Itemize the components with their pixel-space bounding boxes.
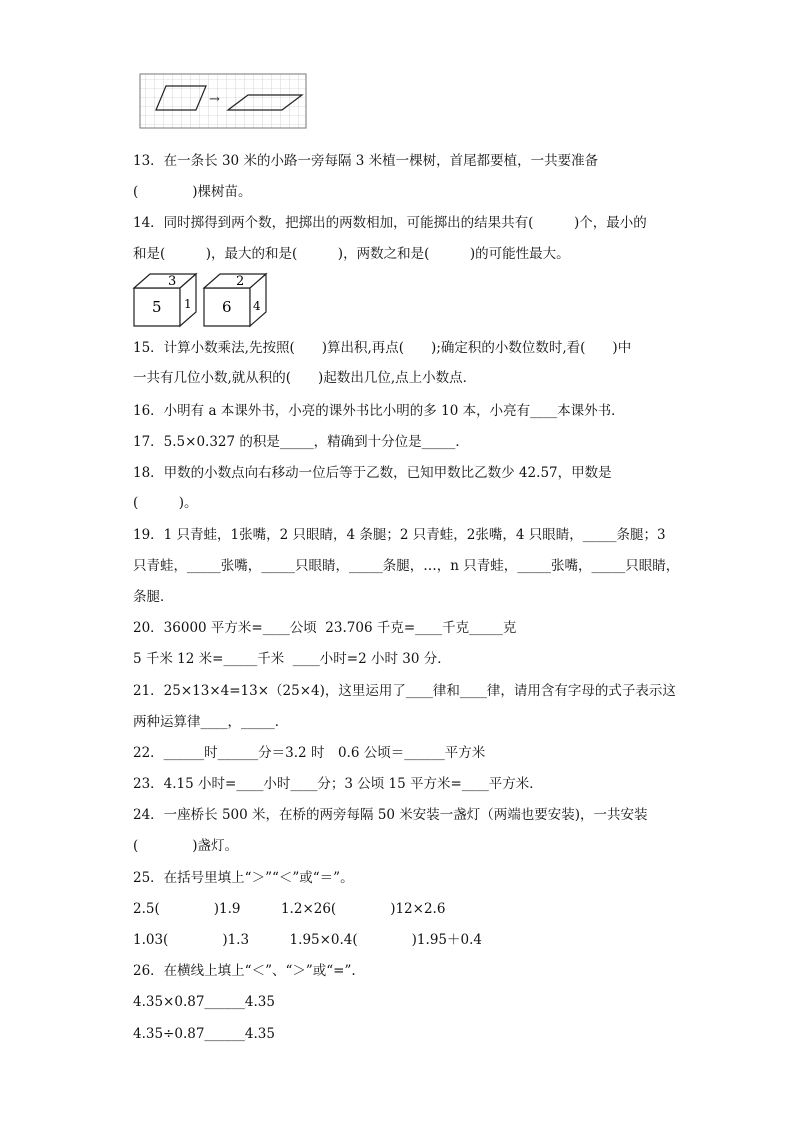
- q25-line-2: 2.5( )1.9 1.2×26( )12×2.6: [133, 901, 446, 917]
- q18-line-2: ( )。: [133, 495, 198, 511]
- q14-line-2: 和是( )，最大的和是( )，两数之和是( )的可能性最大。: [133, 246, 570, 262]
- q23-line: 23．4.15 小时=____小时____分；3 公顷 15 平方米=____平方米．: [133, 776, 543, 792]
- q16-line: 16．小明有 a 本课外书，小亮的课外书比小明的多 10 本，小亮有____本课外书．: [133, 403, 625, 419]
- q13-line-1: 13．在一条长 30 米的小路一旁每隔 3 米植一棵树，首尾都要植，一共要准备: [133, 153, 599, 169]
- q20-line-1: 20．36000 平方米=____公顷 23.706 千克=____千克_____克: [133, 620, 517, 636]
- q26-line-1: 26．在横线上填上“＜”、“＞”或“=”.: [133, 963, 356, 979]
- q25-line-3: 1.03( )1.3 1.95×0.4( )1.95＋0.4: [133, 932, 482, 948]
- q14-line-1: 14．同时掷得到两个数，把掷出的两数相加，可能掷出的结果共有( )个，最小的: [133, 215, 647, 231]
- grid-translation-figure: [136, 70, 311, 132]
- q13-line-2: ( )棵树苗。: [133, 184, 252, 200]
- q17-line: 17．5.5×0.327 的积是_____，精确到十分位是_____．: [133, 434, 469, 450]
- q15-line-2: 一共有几位小数,就从积的( )起数出几位,点上小数点．: [133, 370, 477, 386]
- q24-line-1: 24．一座桥长 500 米，在桥的两旁每隔 50 米安装一盏灯（两端也要安装)，一共安装: [133, 807, 648, 823]
- q19-line-2: 只青蛙，_____张嘴，_____只眼睛，_____条腿，…，n 只青蛙，_____张嘴，_____只眼睛，: [133, 558, 680, 574]
- arrow-icon: →: [209, 92, 220, 107]
- q26-line-2: 4.35×0.87______4.35: [133, 994, 275, 1010]
- die-2: [204, 274, 266, 326]
- q21-line-1: 21．25×13×4=13×（25×4)，这里运用了____律和____律，请用含有字母的式子表示这: [133, 683, 676, 699]
- dice-figure: [132, 270, 272, 330]
- q26-line-3: 4.35÷0.87______4.35: [133, 1026, 275, 1042]
- q22-line: 22．______时______分＝3.2 时 0.6 公顷＝______平方米: [133, 745, 486, 761]
- q20-line-2: 5 千米 12 米=_____千米 ____小时=2 小时 30 分．: [133, 651, 451, 667]
- die-2-front: 6: [222, 298, 232, 316]
- q15-line-1: 15．计算小数乘法,先按照( )算出积,再点( );确定积的小数位数时,看( )中: [133, 340, 632, 356]
- die-1-side: 1: [184, 297, 192, 311]
- die-2-top: 2: [236, 274, 245, 289]
- q25-line-1: 25．在括号里填上“＞”“＜”或“＝”。: [133, 870, 354, 886]
- q19-line-3: 条腿．: [133, 589, 174, 605]
- q19-line-1: 19．1 只青蛙，1张嘴，2 只眼睛，4 条腿；2 只青蛙，2张嘴，4 只眼睛，_____条腿；3: [133, 527, 666, 543]
- q24-line-2: ( )盏灯。: [133, 838, 239, 854]
- die-1-top: 3: [168, 274, 177, 289]
- die-1: [134, 274, 196, 326]
- q18-line-1: 18．甲数的小数点向右移动一位后等于乙数，已知甲数比乙数少 42.57，甲数是: [133, 465, 612, 481]
- die-1-front: 5: [152, 298, 162, 316]
- q21-line-2: 两种运算律____，_____．: [133, 714, 289, 730]
- die-2-side: 4: [253, 299, 261, 313]
